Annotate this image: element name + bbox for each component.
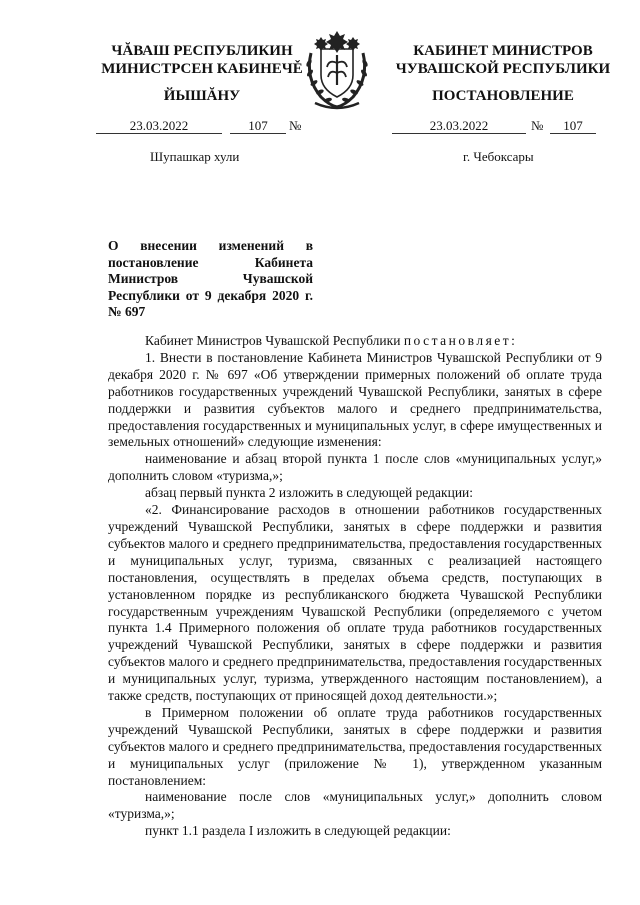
document-body <box>108 333 602 840</box>
intro-paragraph <box>108 333 602 350</box>
number-sign-right: № <box>531 118 544 133</box>
body-paragraph: пункт 1.1 раздела I изложить в следующей редакции: <box>145 823 451 839</box>
doc-type-chuvash: ЙЫШĂНУ <box>163 88 241 104</box>
doc-type-russian: ПОСТАНОВЛЕНИЕ <box>432 88 574 104</box>
header-left-line2: МИНИСТРСЕН КАБИНЕЧĚ <box>101 61 303 77</box>
body-paragraph: 1. Внести в постановление Кабинета Министров Чувашской Республики от 9 декабря 2020 г. № 697 «Об утверждении примерных положений об оплате труда работников государственных учреждений Чувашской Республики, занятых в сфере поддержки и развития субъектов малого и среднего предпринимательства, предоставления государственных и муниципальных услуг, в сфере имущественных и земельных отношений» следующие изменения: <box>108 349 602 450</box>
body-paragraph: наименование и абзац второй пункта 1 после слов «муниципальных услуг,» дополнить словом «туризма,»; <box>108 451 602 484</box>
intro-prefix: Кабинет Министров Чувашской Республики <box>145 333 401 348</box>
intro-verb: постановляет: <box>403 333 518 348</box>
date-field-left: 23.03.2022 <box>96 118 222 134</box>
place-chuvash: Шупашкар хули <box>150 149 240 164</box>
body-paragraph: наименование после слов «муниципальных услуг,» дополнить словом «туризма,»; <box>108 789 602 822</box>
header-right-line1: КАБИНЕТ МИНИСТРОВ <box>413 43 593 59</box>
place-russian: г. Чебоксары <box>463 149 534 164</box>
number-sign-left: № <box>289 118 302 133</box>
body-paragraph: «2. Финансирование расходов в отношении работников государственных учреждений Чувашской Республики, занятых в сфере поддержки и развития субъектов малого и среднего предпринимательства, предоставления государственных и муниципальных услуг, туризма, связанных с реализацией настоящего постановления, осуществлять в пределах объема средств, поступающих в установленном порядке из республиканского бюджета Чувашской Республики государственным учреждениям Чувашской Республики (определяемого с учетом пункта 1.4 Примерного положения об оплате труда работников государственных учреждений Чувашской Республики, занятых в сфере поддержки и развития субъектов малого и среднего предпринимательства, предоставления государственных и муниципальных услуг, туризма, утвержденного настоящим постановлением), а также средств, поступающих от приносящей доход деятельности.»; <box>108 502 602 704</box>
date-field-right: 23.03.2022 <box>392 118 526 134</box>
body-paragraph: в Примерном положении об оплате труда работников государственных учреждений Чувашской Республики, занятых в сфере поддержки и развития субъектов малого и среднего предпринимательства, предоставления государственных и муниципальных услуг (приложение № 1), утвержденном указанным постановлением: <box>108 704 602 788</box>
header-right-line2: ЧУВАШСКОЙ РЕСПУБЛИКИ <box>395 61 611 77</box>
document-subject: О внесении изменений в постановление Кабинета Министров Чувашской Республики от 9 декабря 2020 г. № 697 <box>108 238 313 319</box>
header-left <box>88 42 316 78</box>
header-left-line1: ЧĂВАШ РЕСПУБЛИКИН <box>111 43 293 59</box>
chuvash-coat-of-arms-icon <box>299 23 375 113</box>
number-field-right: 107 <box>550 118 596 134</box>
header-right <box>380 42 626 78</box>
number-field-left: 107 <box>230 118 286 134</box>
body-paragraph: абзац первый пункта 2 изложить в следующей редакции: <box>145 485 474 501</box>
